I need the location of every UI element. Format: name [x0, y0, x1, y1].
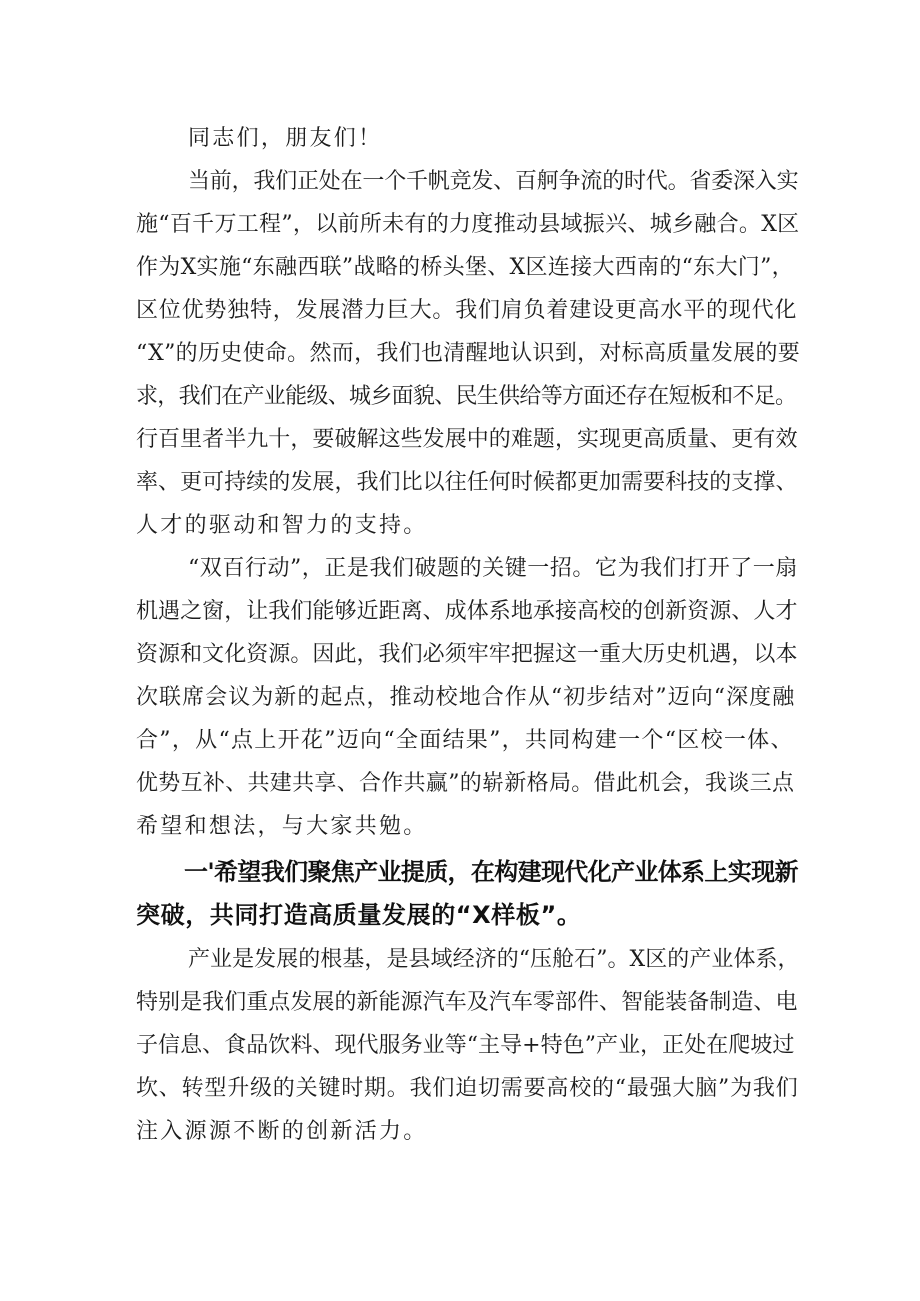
paragraph-line: 作为X实施“东融西联”战略的桥头堡、X区连接大西南的“东大门”， — [136, 255, 794, 280]
section-heading-line: 一'希望我们聚焦产业提质，在构建现代化产业体系上实现新 — [184, 858, 798, 886]
paragraph-line: 施“百千万工程”，以前所未有的力度推动县域振兴、城乡融合。X区 — [136, 212, 800, 237]
paragraph-line: 希望和想法，与大家共勉。 — [136, 814, 428, 839]
section-heading-line: 突破，共同打造高质量发展的“X样板”。 — [136, 901, 582, 929]
paragraph-line: 子信息、食品饮料、现代服务业等“主导+特色”产业，正处在爬坡过 — [136, 1033, 795, 1058]
paragraph-line: 人才的驱动和智力的支持。 — [136, 513, 428, 538]
paragraph-line: 区位优势独特，发展潜力巨大。我们肩负着建设更高水平的现代化 — [136, 298, 798, 323]
paragraph-line: 优势互补、共建共享、合作共赢”的崭新格局。借此机会，我谈三点 — [136, 771, 795, 796]
paragraph-line: 产业是发展的根基，是县域经济的“压舱石”。X区的产业体系， — [188, 947, 800, 972]
paragraph-line: 合”，从“点上开花”迈向“全面结果”，共同构建一个“区校一体、 — [136, 728, 794, 753]
greeting-line: 同志们，朋友们！ — [188, 126, 383, 151]
paragraph-line: 次联席会议为新的起点，推动校地合作从“初步结对”迈向“深度融 — [136, 685, 796, 710]
paragraph-line: 机遇之窗，让我们能够近距离、成体系地承接高校的创新资源、人才 — [136, 599, 798, 624]
paragraph-line: 当前，我们正处在一个千帆竞发、百舸争流的时代。省委深入实 — [188, 169, 799, 194]
paragraph-line: 坎、转型升级的关键时期。我们迫切需要高校的“最强大脑”为我们 — [136, 1076, 799, 1101]
paragraph-line: 行百里者半九十，要破解这些发展中的难题，实现更高质量、更有效 — [136, 427, 798, 452]
paragraph-line: 资源和文化资源。因此，我们必须牢牢把握这一重大历史机遇，以本 — [136, 642, 798, 667]
paragraph-line: 求，我们在产业能级、城乡面貌、民生供给等方面还存在短板和不足。 — [136, 384, 797, 409]
paragraph-line: “X”的历史使命。然而，我们也清醒地认识到，对标高质量发展的要 — [136, 341, 801, 366]
paragraph-line: 率、更可持续的发展，我们比以往任何时候都更加需要科技的支撑、 — [136, 470, 798, 495]
paragraph-line: 特别是我们重点发展的新能源汽车及汽车零部件、智能装备制造、电 — [136, 990, 798, 1015]
paragraph-line: “双百行动”，正是我们破题的关键一招。它为我们打开了一扇 — [188, 556, 798, 581]
paragraph-line: 注入源源不断的创新活力。 — [136, 1119, 428, 1144]
